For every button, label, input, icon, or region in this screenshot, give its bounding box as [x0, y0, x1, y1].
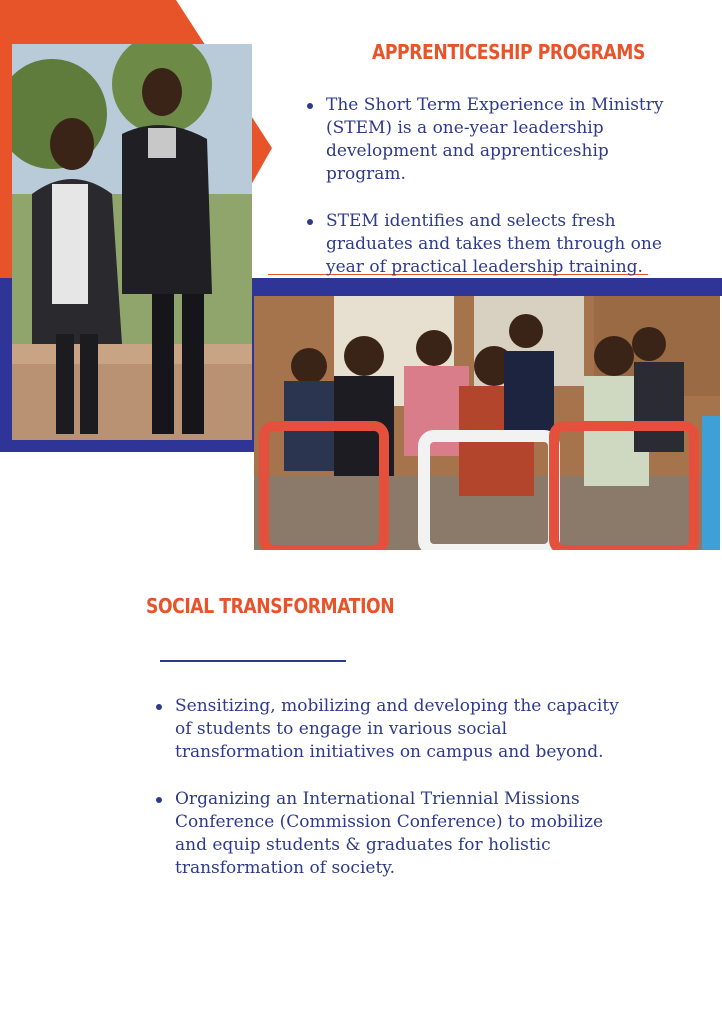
bullet-text: STEM identifies and selects fresh graduates and takes them through one year of practical leadership training.	[326, 211, 662, 277]
list-item	[306, 210, 686, 279]
social-transformation-list	[155, 695, 635, 904]
group-discussion-photo	[254, 296, 720, 550]
bullet-text: The Short Term Experience in Ministry (STEM) is a one-year leadership development and apprenticeship program.	[326, 95, 664, 184]
bullet-icon	[156, 704, 162, 710]
list-item	[306, 94, 686, 186]
bullet-icon	[307, 219, 313, 225]
section-underline	[160, 660, 346, 662]
list-item	[155, 788, 635, 880]
students-photo	[12, 44, 252, 440]
bullet-icon	[307, 103, 313, 109]
apprenticeship-title: APPRENTICESHIP PROGRAMS	[372, 40, 645, 64]
bullet-text: Organizing an International Triennial Missions Conference (Commission Conference) to mobilize and equip students & graduates for holistic transformation of society.	[175, 789, 604, 878]
social-transformation-title: SOCIAL TRANSFORMATION	[146, 594, 395, 618]
bullet-icon	[156, 797, 162, 803]
bullet-text: Sensitizing, mobilizing and developing the capacity of students to engage in various social transformation initiatives on campus and beyond.	[175, 696, 619, 762]
list-item	[155, 695, 635, 764]
apprenticeship-list	[306, 94, 686, 303]
